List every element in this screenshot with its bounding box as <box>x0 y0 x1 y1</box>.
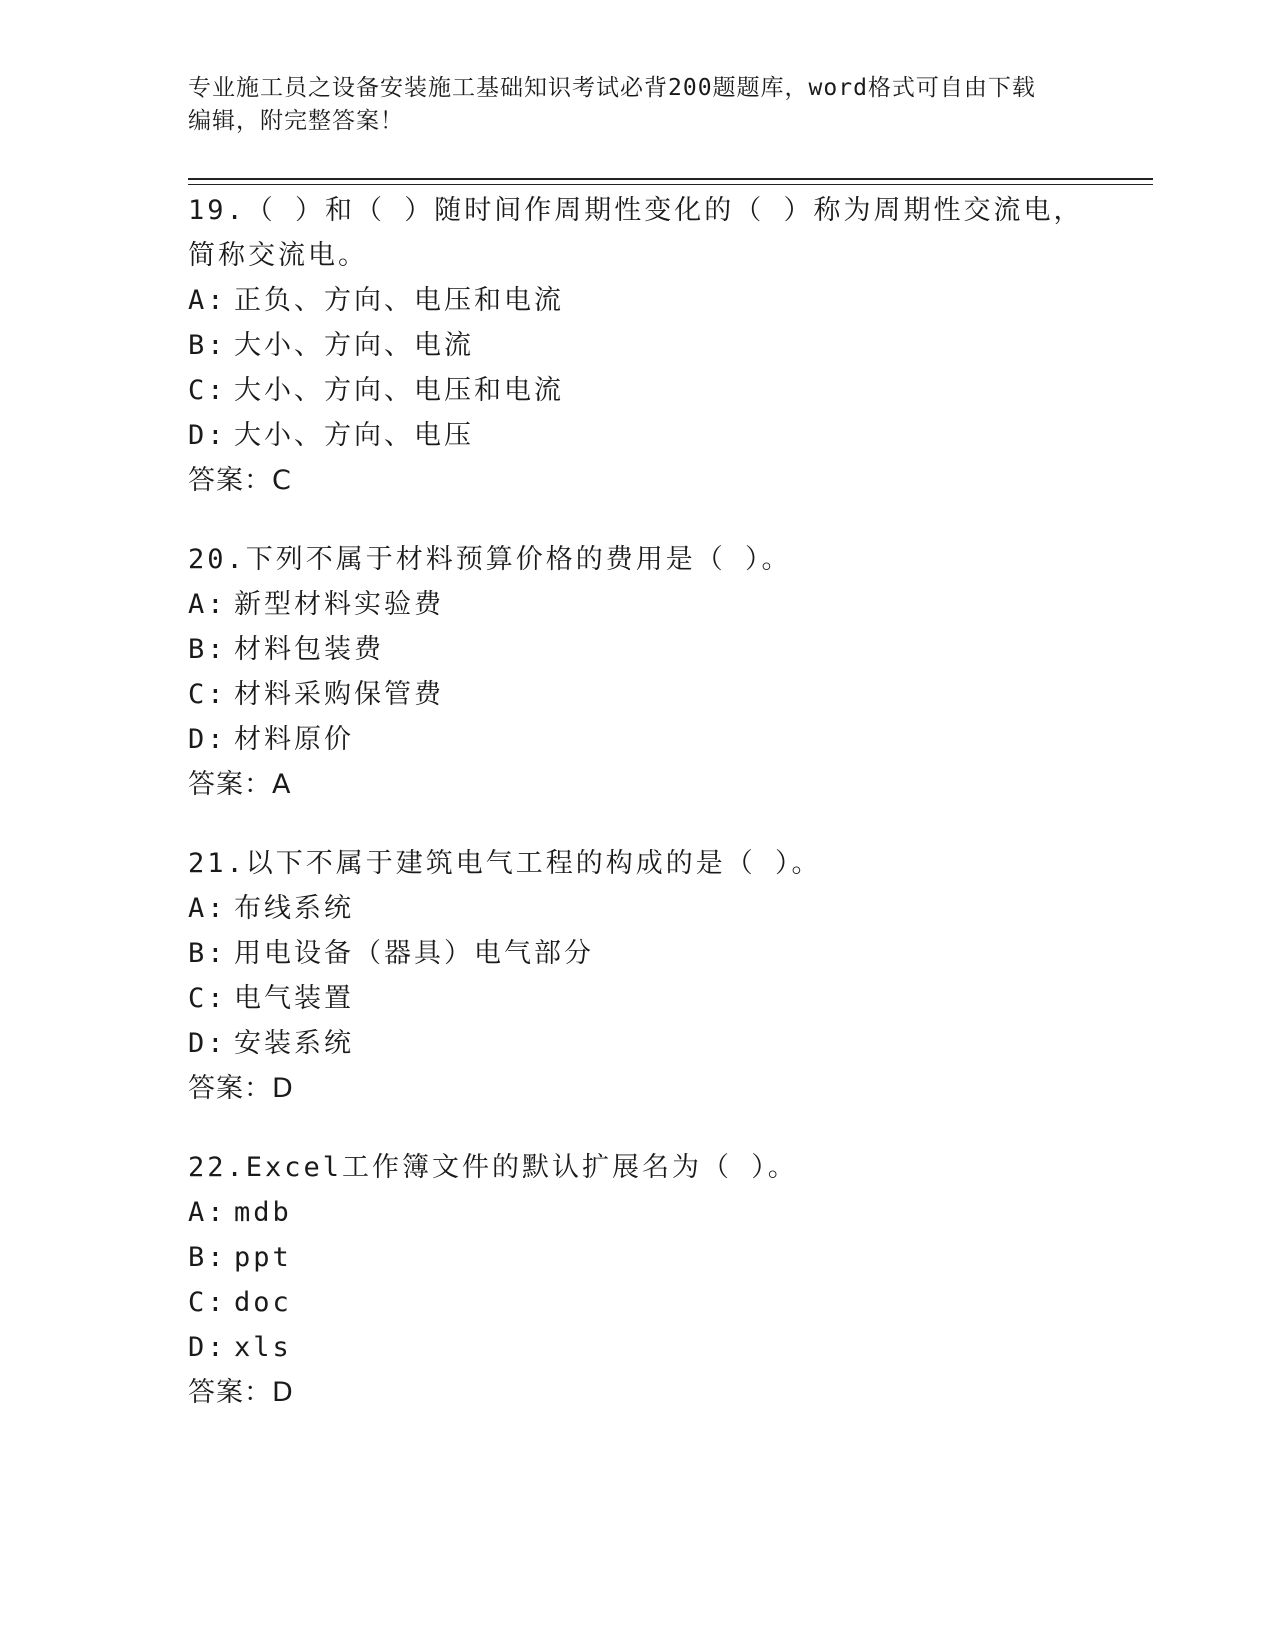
option-d <box>188 1325 1088 1370</box>
option-letter: A: <box>188 893 227 924</box>
option-text: 材料原价 <box>234 724 354 755</box>
option-letter: D: <box>188 724 227 755</box>
question-text: 19.（ ）和（ ）随时间作周期性变化的（ ）称为周期性交流电，简称交流电。 <box>188 195 1084 271</box>
option-text: 用电设备（器具）电气部分 <box>234 938 594 969</box>
option-text: 安装系统 <box>234 1028 354 1059</box>
option-text: 大小、方向、电压和电流 <box>234 375 564 406</box>
option-b <box>188 627 1088 672</box>
option-b <box>188 931 1088 976</box>
question-text: 22.Excel工作簿文件的默认扩展名为（ ）。 <box>188 1152 798 1183</box>
option-text: 材料包装费 <box>234 634 384 665</box>
question-19 <box>188 188 1088 503</box>
option-c <box>188 368 1088 413</box>
option-text: ppt <box>234 1242 292 1273</box>
option-letter: C: <box>188 375 227 406</box>
option-text: 材料采购保管费 <box>234 679 444 710</box>
option-text: xls <box>234 1332 292 1363</box>
option-b <box>188 323 1088 368</box>
option-a <box>188 582 1088 627</box>
document-header <box>188 72 1088 138</box>
option-text: 大小、方向、电压 <box>234 420 474 451</box>
question-22 <box>188 1145 1088 1415</box>
header-divider-thin <box>188 184 1153 185</box>
option-letter: D: <box>188 420 227 451</box>
header-line-1: 专业施工员之设备安装施工基础知识考试必背200题题库，word格式可自由下载 <box>188 75 1036 101</box>
option-text: mdb <box>234 1197 292 1228</box>
option-b <box>188 1235 1088 1280</box>
header-line-2: 编辑，附完整答案！ <box>188 108 404 134</box>
option-letter: B: <box>188 938 227 969</box>
header-divider-thick <box>188 178 1153 180</box>
option-text: 大小、方向、电流 <box>234 330 474 361</box>
option-c <box>188 976 1088 1021</box>
question-20 <box>188 537 1088 807</box>
question-text: 20.下列不属于材料预算价格的费用是（ ）。 <box>188 544 792 575</box>
option-letter: A: <box>188 285 227 316</box>
option-d <box>188 717 1088 762</box>
option-d <box>188 1021 1088 1066</box>
option-text: 新型材料实验费 <box>234 589 444 620</box>
answer-label: 答案：D <box>188 1377 294 1408</box>
option-letter: D: <box>188 1028 227 1059</box>
option-text: doc <box>234 1287 292 1318</box>
option-letter: A: <box>188 589 227 620</box>
option-letter: B: <box>188 1242 227 1273</box>
option-letter: C: <box>188 983 227 1014</box>
option-letter: A: <box>188 1197 227 1228</box>
option-letter: C: <box>188 1287 227 1318</box>
option-letter: B: <box>188 330 227 361</box>
option-c <box>188 1280 1088 1325</box>
option-d <box>188 413 1088 458</box>
question-list <box>188 188 1088 1449</box>
option-text: 电气装置 <box>234 983 354 1014</box>
option-text: 布线系统 <box>234 893 354 924</box>
answer-label: 答案：D <box>188 1073 294 1104</box>
option-text: 正负、方向、电压和电流 <box>234 285 564 316</box>
option-a <box>188 886 1088 931</box>
option-letter: D: <box>188 1332 227 1363</box>
option-letter: C: <box>188 679 227 710</box>
question-21 <box>188 841 1088 1111</box>
question-text: 21.以下不属于建筑电气工程的构成的是（ ）。 <box>188 848 822 879</box>
option-letter: B: <box>188 634 227 665</box>
answer-label: 答案：A <box>188 769 292 800</box>
option-c <box>188 672 1088 717</box>
option-a <box>188 1190 1088 1235</box>
answer-label: 答案：C <box>188 465 292 496</box>
option-a <box>188 278 1088 323</box>
